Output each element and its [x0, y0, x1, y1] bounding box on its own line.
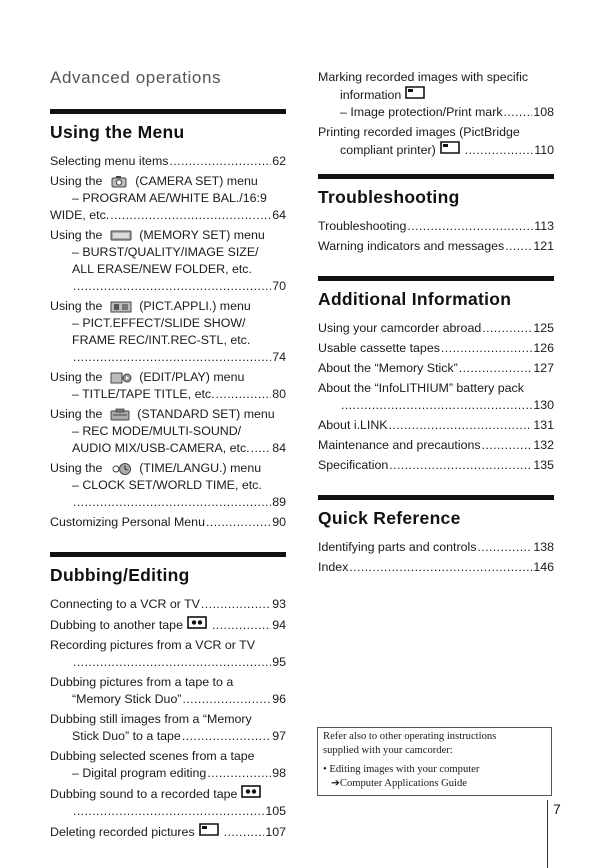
section-title-dubbing: Dubbing/Editing: [50, 552, 286, 586]
page-heading: Advanced operations: [50, 68, 222, 87]
toc-entry-camera-set[interactable]: Using the (CAMERA SET) menu – PROGRAM AE/WHITE BAL./16:9 WIDE, etc. ..... 64: [50, 173, 286, 224]
memory-stick-icon: [199, 823, 219, 836]
section-troubleshooting: [318, 174, 554, 255]
camera-set-icon: [110, 175, 128, 189]
toc-entry-customizing[interactable]: Customizing Personal Menu ..... 90: [50, 514, 286, 531]
page-ref: 110: [534, 143, 554, 157]
toc-entry-marking[interactable]: Marking recorded images with specific information – Image protection/Print mark ..... 108: [318, 69, 554, 121]
toc-entry-edit-play[interactable]: Using the (EDIT/PLAY) menu – TITLE/TAPE TITLE, etc. ..... 80: [50, 369, 286, 403]
toc-entry-still-images[interactable]: Dubbing still images from a “Memory Stick Duo” to a tape ..... 97: [50, 711, 286, 745]
note-line: Refer also to other operating instructions: [323, 731, 497, 742]
section-title-quick: Quick Reference: [318, 495, 554, 529]
toc-entry-selected-scenes[interactable]: Dubbing selected scenes from a tape – Digital program editing ..... 98: [50, 748, 286, 782]
page-ref: 105: [265, 804, 286, 818]
page-ref: 89: [272, 495, 286, 509]
toc-entry-recording[interactable]: Recording pictures from a VCR or TV ..... 95: [50, 637, 286, 671]
section-title-troubleshooting: Troubleshooting: [318, 174, 554, 208]
section-title-menu: Using the Menu: [50, 109, 286, 143]
page-ref: 135: [533, 458, 554, 472]
page-ref: 130: [533, 398, 554, 412]
page-ref: 127: [533, 361, 554, 375]
page-ref: 95: [272, 655, 286, 669]
toc-entry-selecting[interactable]: Selecting menu items ..... 62: [50, 153, 286, 170]
toc-entry-another-tape[interactable]: Dubbing to another tape ..... 94: [50, 616, 286, 634]
standard-set-icon: [110, 408, 130, 422]
toc-entry-index[interactable]: Index ..... 146: [318, 559, 554, 576]
section-additional-information: [318, 276, 554, 474]
page-ref: 64: [272, 208, 286, 222]
toc-entry-pict-appli[interactable]: Using the (PICT.APPLI.) menu – PICT.EFFECT/SLIDE SHOW/ FRAME REC/INT.REC-STL, etc. ..... 74: [50, 298, 286, 366]
memory-set-icon: [110, 229, 132, 242]
page-ref: 80: [272, 387, 286, 401]
page-ref: 62: [272, 154, 286, 168]
right-column: [318, 69, 554, 579]
toc-entry-identifying[interactable]: Identifying parts and controls ..... 138: [318, 539, 554, 556]
tape-icon: [241, 785, 261, 798]
edit-play-icon: [110, 371, 132, 385]
toc-entry-sound[interactable]: Dubbing sound to a recorded tape ..... 105: [50, 785, 286, 820]
toc-entry-standard-set[interactable]: Using the (STANDARD SET) menu – REC MODE/MULTI-SOUND/ AUDIO MIX/USB-CAMERA, etc. ..... 84: [50, 406, 286, 457]
page-ref: 94: [272, 618, 286, 632]
reference-note-box: [317, 727, 552, 796]
page-ref: 108: [533, 105, 554, 119]
toc-entry-maintenance[interactable]: Maintenance and precautions ..... 132: [318, 437, 554, 454]
page-ref: 93: [272, 597, 286, 611]
toc-entry-warning[interactable]: Warning indicators and messages ..... 121: [318, 238, 554, 255]
time-langu-icon: [110, 462, 132, 476]
page-ref: 131: [533, 418, 554, 432]
page-ref: 70: [272, 279, 286, 293]
toc-entry-memory-stick[interactable]: About the “Memory Stick” ..... 127: [318, 360, 554, 377]
toc-entry-tape-to-ms[interactable]: Dubbing pictures from a tape to a “Memory Stick Duo” ..... 96: [50, 674, 286, 708]
note-line: supplied with your camcorder:: [323, 745, 453, 756]
toc-entry-abroad[interactable]: Using your camcorder abroad ..... 125: [318, 320, 554, 337]
pict-appli-icon: [110, 300, 132, 314]
page-ref: 132: [533, 438, 554, 452]
page-ref: 90: [272, 515, 286, 529]
note-guide-link[interactable]: ➔Computer Applications Guide: [331, 778, 467, 789]
page-ref: 138: [533, 540, 554, 554]
section-dubbing-editing: [50, 552, 286, 841]
toc-entry-troubleshooting[interactable]: Troubleshooting ..... 113: [318, 218, 554, 235]
note-bullet: • Editing images with your computer: [323, 764, 480, 775]
toc-entry-memory-set[interactable]: Using the (MEMORY SET) menu – BURST/QUALITY/IMAGE SIZE/ ALL ERASE/NEW FOLDER, etc. ..... 70: [50, 227, 286, 295]
left-column: [50, 109, 286, 844]
page-ref: 126: [533, 341, 554, 355]
section-quick-reference: [318, 495, 554, 576]
page-ref: 121: [533, 239, 554, 253]
page-ref: 84: [272, 441, 286, 455]
page-ref: 96: [272, 692, 286, 706]
page-number-divider: [547, 800, 548, 868]
page-ref: 74: [272, 350, 286, 364]
toc-entry-specification[interactable]: Specification ..... 135: [318, 457, 554, 474]
toc-entry-time-langu[interactable]: Using the (TIME/LANGU.) menu – CLOCK SET/WORLD TIME, etc. ..... 89: [50, 460, 286, 511]
section-title-additional: Additional Information: [318, 276, 554, 310]
page-ref: 113: [534, 219, 554, 233]
memory-stick-icon: [405, 86, 425, 99]
section-using-menu: [50, 109, 286, 531]
toc-entry-deleting[interactable]: Deleting recorded pictures ..... 107: [50, 823, 286, 841]
page-ref: 107: [265, 825, 286, 839]
tape-icon: [187, 616, 207, 629]
page-ref: 125: [533, 321, 554, 335]
toc-entry-vcr[interactable]: Connecting to a VCR or TV ..... 93: [50, 596, 286, 613]
toc-entry-printing[interactable]: Printing recorded images (PictBridge compliant printer) ..... 110: [318, 124, 554, 159]
toc-entry-infolithium[interactable]: About the “InfoLITHIUM” battery pack ..... 130: [318, 380, 554, 414]
page-ref: 98: [272, 766, 286, 780]
page-ref: 146: [533, 560, 554, 574]
page-ref: 97: [272, 729, 286, 743]
memory-stick-icon: [440, 141, 460, 154]
toc-entry-cassette[interactable]: Usable cassette tapes ..... 126: [318, 340, 554, 357]
page-number: 7: [553, 801, 561, 817]
toc-entry-ilink[interactable]: About i.LINK ..... 131: [318, 417, 554, 434]
